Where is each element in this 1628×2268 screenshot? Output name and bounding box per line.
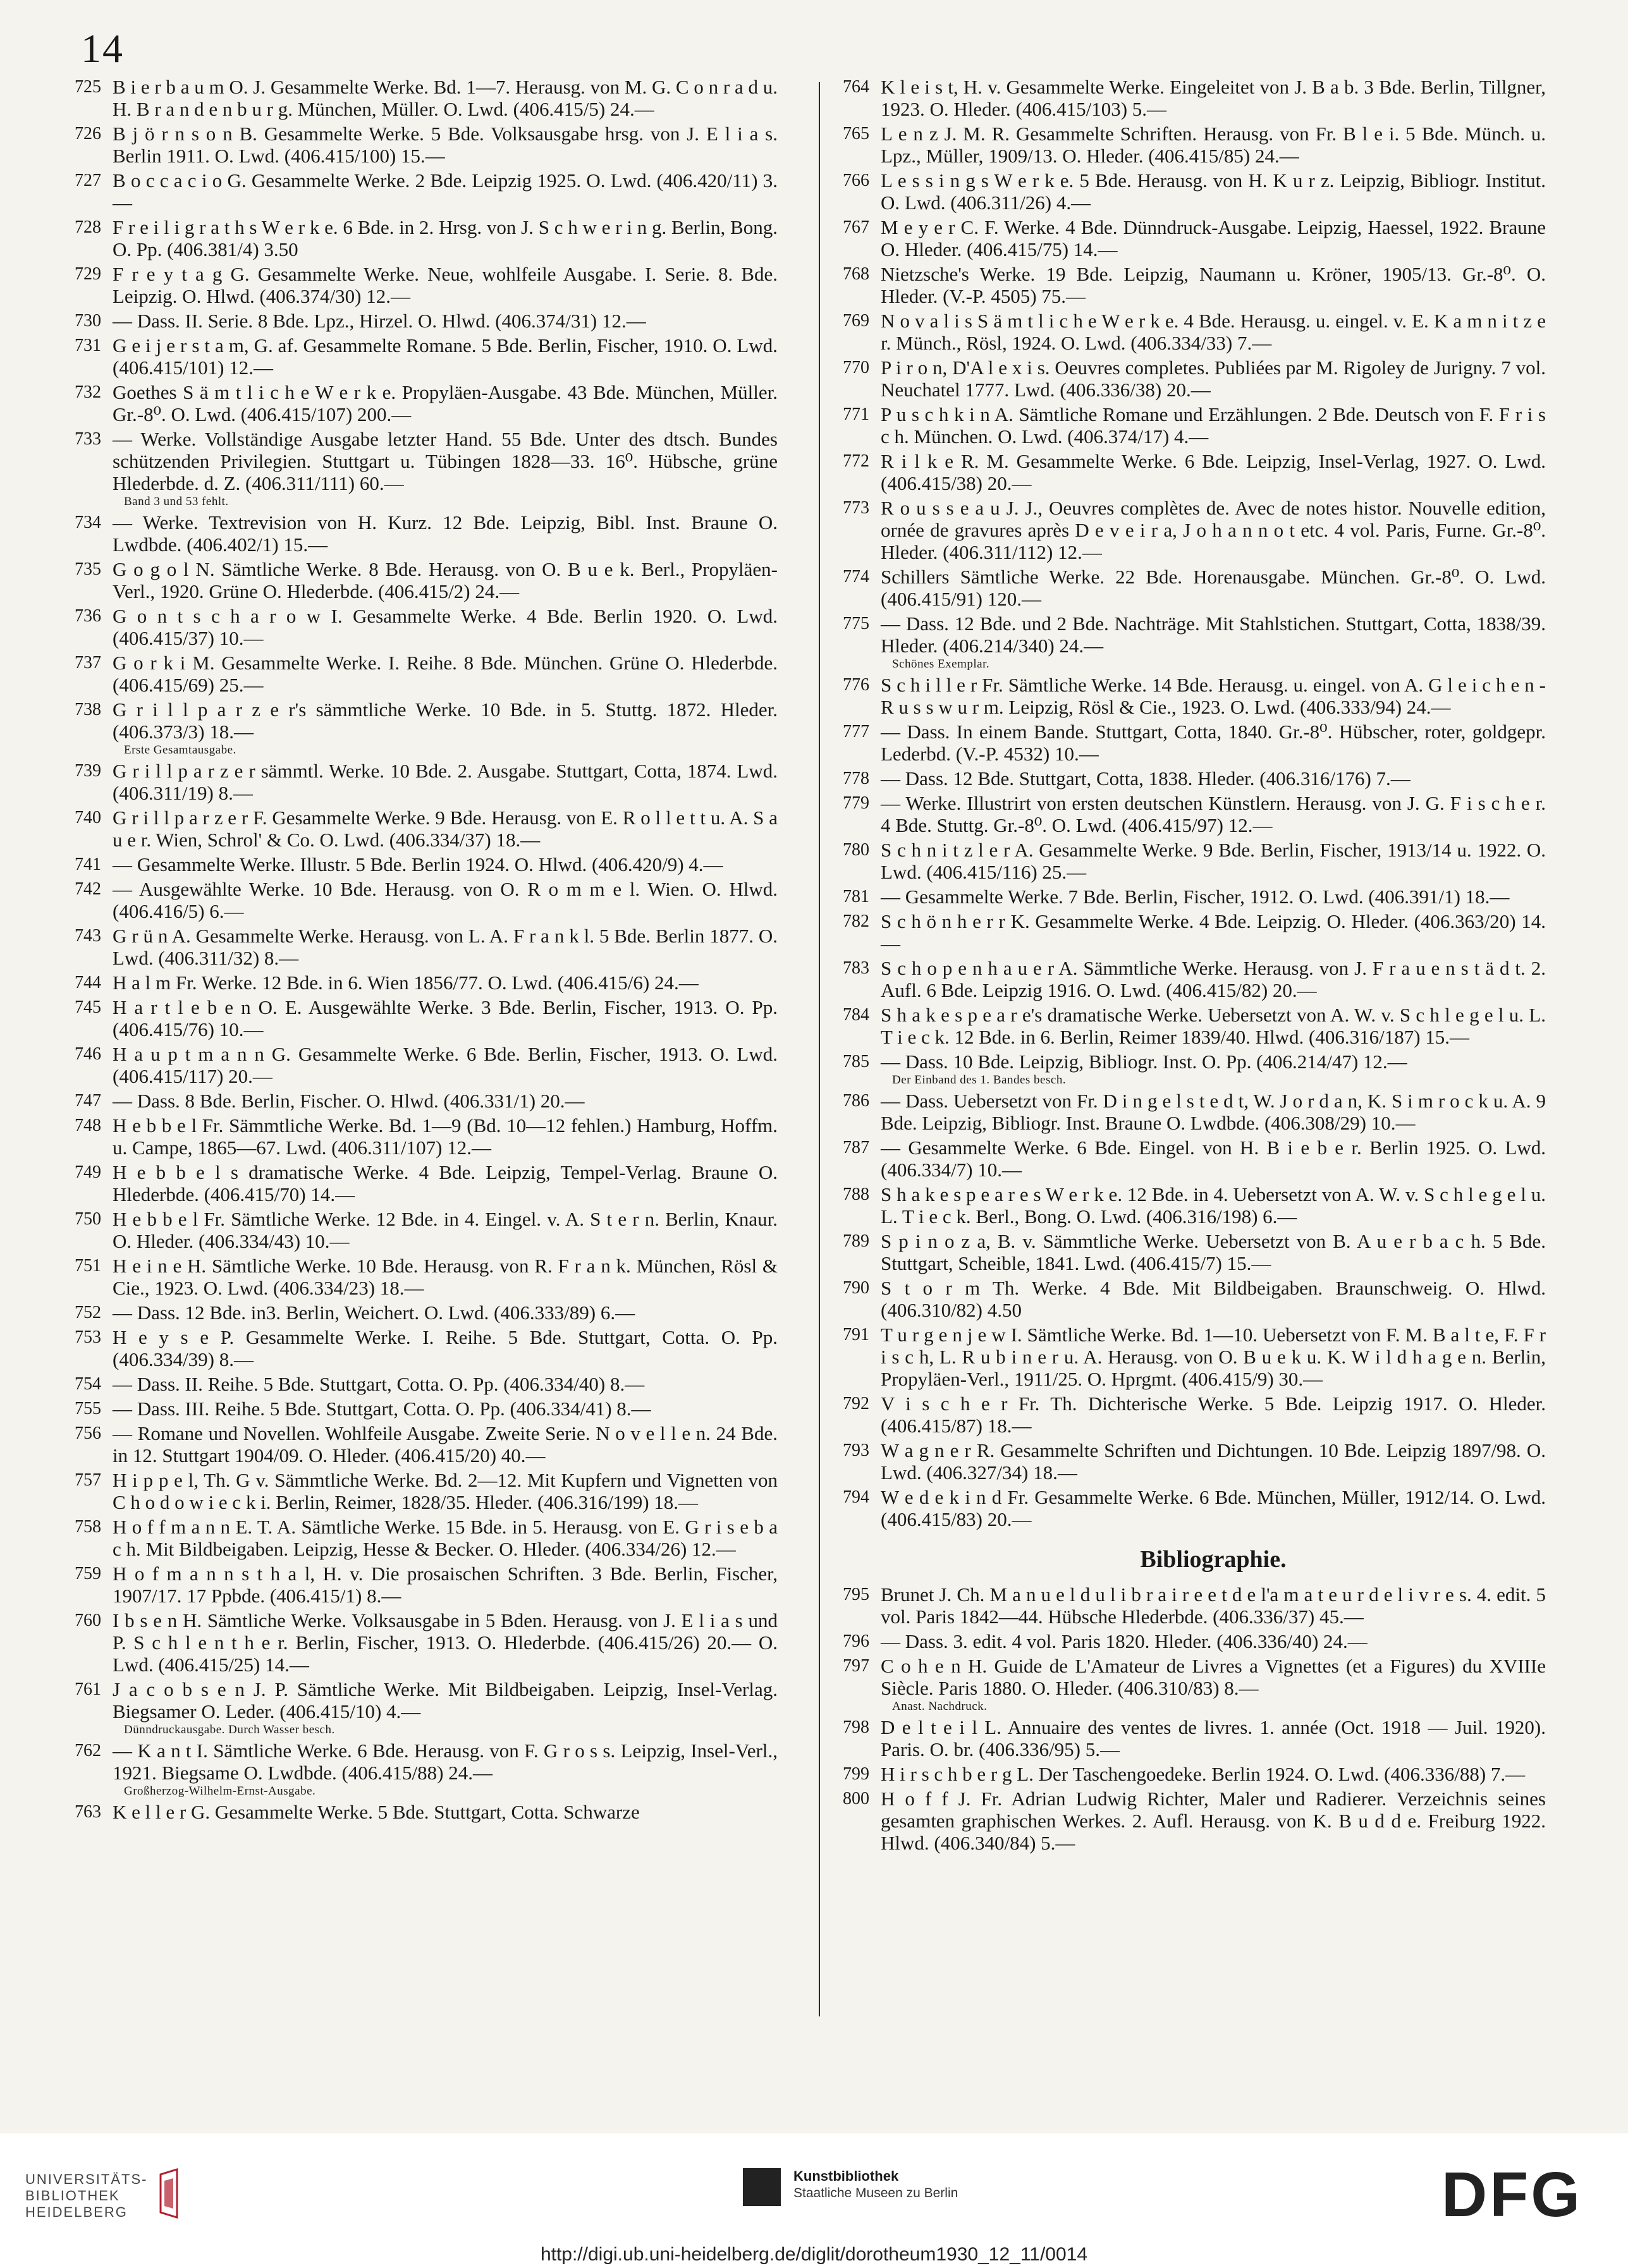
catalog-entry <box>831 450 1546 494</box>
entry-number: 726 <box>75 124 101 143</box>
entry-number: 771 <box>843 405 869 424</box>
entry-text: H i r s c h b e r g L. Der Taschengoedeke. Berlin 1924. O. Lwd. (406.336/88) 7.— <box>881 1763 1526 1785</box>
entry-text: S t o r m Th. Werke. 4 Bde. Mit Bildbeigaben. Braunschweig. O. Hlwd. (406.310/82) 4.50 <box>881 1277 1546 1321</box>
catalog-entry <box>63 878 778 922</box>
entry-text: W e d e k i n d Fr. Gesammelte Werke. 6 Bde. München, Müller, 1912/14. O. Lwd. (406.415/83) 20.— <box>881 1486 1546 1530</box>
entry-text: S h a k e s p e a r e's dramatische Werke. Uebersetzt von A. W. v. S c h l e g e l u. L. T i e c k. 12 Bde. in 6. Berlin, Reimer 1839/40. Hlwd. (406.316/187) 15.— <box>881 1004 1546 1048</box>
entry-text: B j ö r n s o n B. Gesammelte Werke. 5 Bde. Volksausgabe hrsg. von J. E l i a s. Berlin 1911. O. Lwd. (406.415/100) 15.— <box>113 123 778 167</box>
catalog-entry <box>831 497 1546 563</box>
entry-number: 779 <box>843 793 869 813</box>
entry-text: G o g o l N. Sämtliche Werke. 8 Bde. Herausg. von O. B u e k. Berl., Propyläen-Verl., 1920. Grüne O. Hlederbde. (406.415/2) 24.— <box>113 558 778 602</box>
entry-note: Schönes Exemplar. <box>892 657 990 671</box>
page-number: 14 <box>81 26 124 71</box>
catalog-entry <box>831 1788 1546 1854</box>
entry-number: 761 <box>75 1680 101 1699</box>
entry-text: — Dass. 3. edit. 4 vol. Paris 1820. Hleder. (406.336/40) 24.— <box>881 1630 1368 1652</box>
entry-number: 753 <box>75 1327 101 1347</box>
entry-number: 751 <box>75 1256 101 1276</box>
catalog-entry <box>831 886 1546 908</box>
entry-text: Schillers Sämtliche Werke. 22 Bde. Horenausgabe. München. Gr.-8⁰. O. Lwd. (406.415/91) 120.— <box>881 566 1546 610</box>
entry-number: 785 <box>843 1052 869 1071</box>
catalog-entry <box>831 1716 1546 1760</box>
catalog-entry <box>63 169 778 214</box>
entry-note: Anast. Nachdruck. <box>892 1700 988 1713</box>
entry-number: 797 <box>843 1656 869 1676</box>
catalog-entry <box>63 1398 778 1420</box>
source-url-link[interactable]: http://digi.ub.uni-heidelberg.de/diglit/dorotheum1930_12_11/0014 <box>540 2244 1088 2265</box>
entry-note: Der Einband des 1. Bandes besch. <box>892 1073 1067 1087</box>
entry-number: 798 <box>843 1717 869 1737</box>
catalog-entry <box>831 566 1546 610</box>
entry-text: L e s s i n g s W e r k e. 5 Bde. Herausg. von H. K u r z. Leipzig, Bibliogr. Institut. O. Lwd. (406.311/26) 4.— <box>881 169 1546 214</box>
entry-number: 748 <box>75 1116 101 1135</box>
kunstbibliothek-mark-icon <box>743 2168 781 2206</box>
entry-number: 754 <box>75 1374 101 1394</box>
entry-text: P u s c h k i n A. Sämtliche Romane und Erzählungen. 2 Bde. Deutsch von F. F r i s c h. München. O. Lwd. (406.374/17) 4.— <box>881 403 1546 448</box>
kunstbibliothek-name: Kunstbibliothek <box>793 2168 899 2184</box>
catalog-entry <box>831 1051 1546 1087</box>
left-column <box>63 76 778 1826</box>
entry-number: 775 <box>843 614 869 633</box>
entry-number: 725 <box>75 77 101 97</box>
catalog-entry <box>831 839 1546 883</box>
entry-text: G o r k i M. Gesammelte Werke. I. Reihe. 8 Bde. München. Grüne O. Hlederbde. (406.415/69) 25.— <box>113 652 778 696</box>
entry-note: Großherzog-Wilhelm-Ernst-Ausgabe. <box>124 1784 316 1798</box>
entry-text: Nietzsche's Werke. 19 Bde. Leipzig, Naumann u. Kröner, 1905/13. Gr.-8⁰. O. Hleder. (V.-P. 4505) 75.— <box>881 263 1546 307</box>
entry-number: 790 <box>843 1278 869 1298</box>
entry-text: R i l k e R. M. Gesammelte Werke. 6 Bde. Leipzig, Insel-Verlag, 1927. O. Lwd. (406.415/38) 20.— <box>881 450 1546 494</box>
entry-number: 750 <box>75 1209 101 1229</box>
entry-text: Brunet J. Ch. M a n u e l d u l i b r a i r e e t d e l'a m a t e u r d e l i v r e s. 4. edit. 5 vol. Paris 1842—44. Hübsche Hlederbde. (406.336/37) 45.— <box>881 1583 1546 1628</box>
entry-number: 741 <box>75 855 101 874</box>
entry-number: 737 <box>75 653 101 673</box>
catalog-entry <box>63 698 778 757</box>
entry-number: 734 <box>75 513 101 532</box>
entry-number: 731 <box>75 336 101 355</box>
entry-text: H o f f J. Fr. Adrian Ludwig Richter, Maler und Radierer. Verzeichnis seines gesamten graphischen Werkes. 2. Aufl. Herausg. von K. B u d d e. Freiburg 1922. Hlwd. (406.340/84) 5.— <box>881 1788 1546 1854</box>
entry-number: 770 <box>843 358 869 377</box>
entry-number: 746 <box>75 1044 101 1064</box>
catalog-entry <box>63 1740 778 1798</box>
catalog-entry <box>831 1763 1546 1785</box>
catalog-entry <box>831 1230 1546 1274</box>
catalog-entry <box>63 1090 778 1112</box>
catalog-entry <box>831 123 1546 167</box>
entry-number: 766 <box>843 171 869 190</box>
entry-number: 752 <box>75 1303 101 1322</box>
entry-text: — Dass. III. Reihe. 5 Bde. Stuttgart, Cotta. O. Pp. (406.334/41) 8.— <box>113 1398 651 1420</box>
catalog-entry <box>831 310 1546 354</box>
entry-text: P i r o n, D'A l e x i s. Oeuvres completes. Publiées par M. Rigoley de Jurigny. 7 vol. Neuchatel 1777. Lwd. (406.336/38) 20.— <box>881 357 1546 401</box>
catalog-entry <box>63 972 778 994</box>
entry-text: B o c c a c i o G. Gesammelte Werke. 2 Bde. Leipzig 1925. O. Lwd. (406.420/11) 3.— <box>113 169 778 214</box>
catalog-entry <box>63 605 778 649</box>
entry-number: 791 <box>843 1325 869 1344</box>
entry-number: 762 <box>75 1741 101 1760</box>
catalog-entry <box>63 558 778 602</box>
entry-text: — Romane und Novellen. Wohlfeile Ausgabe. Zweite Serie. N o v e l l e n. 24 Bde. in 12. Stuttgart 1904/09. O. Hleder. (406.415/20) 40.— <box>113 1422 778 1466</box>
entry-number: 794 <box>843 1487 869 1507</box>
dfg-logo: DFG <box>1441 2159 1583 2230</box>
entry-text: S c h o p e n h a u e r A. Sämmtliche Werke. Herausg. von J. F r a u e n s t ä d t. 2. Aufl. 6 Bde. Leipzig 1916. O. Lwd. (406.415/82) 20.— <box>881 957 1546 1001</box>
catalog-entry <box>831 910 1546 954</box>
entry-number: 733 <box>75 429 101 449</box>
entry-number: 789 <box>843 1231 869 1251</box>
entry-number: 773 <box>843 498 869 518</box>
entry-text: B i e r b a u m O. J. Gesammelte Werke. Bd. 1—7. Herausg. von M. G. C o n r a d u. H. B r a n d e n b u r g. München, Müller. O. Lwd. (406.415/5) 24.— <box>113 76 778 120</box>
bibliography-entries <box>831 1583 1546 1854</box>
entry-text: S p i n o z a, B. v. Sämmtliche Werke. Uebersetzt von B. A u e r b a c h. 5 Bde. Stuttgart, Scheible, 1841. Lwd. (406.415/7) 15.— <box>881 1230 1546 1274</box>
catalog-entry <box>63 1255 778 1299</box>
catalog-entry <box>63 511 778 556</box>
entry-text: — Gesammelte Werke. 7 Bde. Berlin, Fischer, 1912. O. Lwd. (406.391/1) 18.— <box>881 886 1510 908</box>
catalog-entry <box>63 1422 778 1466</box>
catalog-entry <box>63 1043 778 1087</box>
entry-number: 787 <box>843 1138 869 1157</box>
entry-number: 776 <box>843 675 869 695</box>
entry-text: I b s e n H. Sämtliche Werke. Volksausgabe in 5 Bden. Herausg. von J. E l i a s und P. S c h l e n t h e r. Berlin, Fischer, 1913. O. Hlederbde. (406.415/26) 20.— O. Lwd. (406.415/25) 14.— <box>113 1609 778 1676</box>
entry-number: 788 <box>843 1185 869 1204</box>
catalog-entry <box>831 1630 1546 1652</box>
entry-text: S c h i l l e r Fr. Sämtliche Werke. 14 Bde. Herausg. u. eingel. von A. G l e i c h e n - R u s s w u r m. Leipzig, Rösl & Cie., 1923. O. Lwd. (406.333/94) 24.— <box>881 674 1546 718</box>
catalog-entry <box>831 792 1546 836</box>
catalog-entry <box>63 1208 778 1252</box>
catalog-entry <box>831 1324 1546 1390</box>
entry-text: S c h ö n h e r r K. Gesammelte Werke. 4 Bde. Leipzig. O. Hleder. (406.363/20) 14.— <box>881 910 1546 954</box>
entry-text: G r i l l p a r z e r sämmtl. Werke. 10 Bde. 2. Ausgabe. Stuttgart, Cotta, 1874. Lwd. (406.311/19) 8.— <box>113 760 778 804</box>
catalog-entry <box>63 1302 778 1324</box>
entry-number: 747 <box>75 1091 101 1111</box>
catalog-entry <box>63 1326 778 1370</box>
entry-text: H i p p e l, Th. G v. Sämmtliche Werke. Bd. 2—12. Mit Kupfern und Vignetten von C h o d o w i e c k i. Berlin, Reimer, 1828/35. Hleder. (406.316/199) 18.— <box>113 1469 778 1513</box>
catalog-entry <box>831 1137 1546 1181</box>
entry-number: 796 <box>843 1631 869 1651</box>
entry-number: 756 <box>75 1424 101 1443</box>
catalog-entry <box>831 1183 1546 1228</box>
catalog-entry <box>63 1609 778 1676</box>
entry-number: 740 <box>75 808 101 827</box>
entry-number: 759 <box>75 1564 101 1583</box>
entry-number: 732 <box>75 382 101 402</box>
entry-number: 767 <box>843 217 869 237</box>
entry-number: 786 <box>843 1091 869 1111</box>
entry-number: 784 <box>843 1005 869 1025</box>
entry-number: 764 <box>843 77 869 97</box>
entry-number: 739 <box>75 761 101 781</box>
entry-text: W a g n e r R. Gesammelte Schriften und Dichtungen. 10 Bde. Leipzig 1897/98. O. Lwd. (406.327/34) 18.— <box>881 1439 1546 1484</box>
entry-text: F r e y t a g G. Gesammelte Werke. Neue, wohlfeile Ausgabe. I. Serie. 8. Bde. Leipzig. O. Hlwd. (406.374/30) 12.— <box>113 263 778 307</box>
entry-number: 765 <box>843 124 869 143</box>
catalog-entry <box>63 123 778 167</box>
entry-text: — Werke. Illustrirt von ersten deutschen Künstlern. Herausg. von J. G. F i s c h e r. 4 Bde. Stuttg. Gr.-8⁰. O. Lwd. (406.415/97) 12.— <box>881 792 1546 836</box>
catalog-entry <box>831 1393 1546 1437</box>
entry-text: — Gesammelte Werke. 6 Bde. Eingel. von H. B i e b e r. Berlin 1925. O. Lwd. (406.334/7) 10.— <box>881 1137 1546 1181</box>
entry-number: 781 <box>843 887 869 906</box>
entry-text: H a u p t m a n n G. Gesammelte Werke. 6 Bde. Berlin, Fischer, 1913. O. Lwd. (406.415/117) 20.— <box>113 1043 778 1087</box>
catalog-entry <box>831 1486 1546 1530</box>
entry-text: G e i j e r s t a m, G. af. Gesammelte Romane. 5 Bde. Berlin, Fischer, 1910. O. Lwd. (406.415/101) 12.— <box>113 334 778 379</box>
catalog-entry <box>63 760 778 804</box>
entry-number: 800 <box>843 1789 869 1808</box>
entry-text: H o f f m a n n E. T. A. Sämtliche Werke. 15 Bde. in 5. Herausg. von E. G r i s e b a c h. Mit Bildbeigaben. Leipzig, Hesse & Becker. O. Hleder. (406.334/26) 12.— <box>113 1516 778 1560</box>
catalog-entry <box>831 1583 1546 1628</box>
entry-number: 778 <box>843 769 869 788</box>
entry-text: K l e i s t, H. v. Gesammelte Werke. Eingeleitet von J. B a b. 3 Bde. Berlin, Tillgner, 1923. O. Hleder. (406.415/103) 5.— <box>881 76 1546 120</box>
entry-text: H a r t l e b e n O. E. Ausgewählte Werke. 3 Bde. Berlin, Fischer, 1913. O. Pp. (406.415/76) 10.— <box>113 996 778 1040</box>
entry-text: F r e i l i g r a t h s W e r k e. 6 Bde. in 2. Hrsg. von J. S c h w e r i n g. Berlin, Bong. O. Pp. (406.381/4) 3.50 <box>113 216 778 260</box>
bibliography-heading: Bibliographie. <box>1140 1546 1287 1573</box>
entry-number: 744 <box>75 973 101 992</box>
catalog-entry <box>831 76 1546 120</box>
entry-text: J a c o b s e n J. P. Sämtliche Werke. Mit Bildbeigaben. Leipzig, Insel-Verlag. Biegsamer O. Leder. (406.415/10) 4.— <box>113 1678 778 1722</box>
catalog-entry <box>63 1563 778 1607</box>
entry-text: — K a n t I. Sämtliche Werke. 6 Bde. Herausg. von F. G r o s s. Leipzig, Insel-Verl., 1921. Biegsame O. Lwdbde. (406.415/88) 24.— <box>113 1740 778 1784</box>
catalog-entry <box>831 1090 1546 1134</box>
entry-text: — Gesammelte Werke. Illustr. 5 Bde. Berlin 1924. O. Hlwd. (406.420/9) 4.— <box>113 853 723 875</box>
catalog-entry <box>63 807 778 851</box>
catalog-entry <box>831 357 1546 401</box>
entry-text: — Dass. Uebersetzt von Fr. D i n g e l s t e d t, W. J o r d a n, K. S i m r o c k u. A. 9 Bde. Leipzig, Bibliogr. Inst. Braune O. Lwdbde. (406.308/29) 10.— <box>881 1090 1546 1134</box>
entry-number: 763 <box>75 1802 101 1822</box>
entry-number: 757 <box>75 1470 101 1490</box>
entry-text: D e l t e i l L. Annuaire des ventes de livres. 1. année (Oct. 1918 — Juil. 1920). Paris. O. br. (406.336/95) 5.— <box>881 1716 1546 1760</box>
catalog-entry <box>63 334 778 379</box>
catalog-entry <box>831 957 1546 1001</box>
entry-number: 729 <box>75 264 101 284</box>
entry-text: H o f m a n n s t h a l, H. v. Die prosaischen Schriften. 3 Bde. Berlin, Fischer, 1907/17. 17 Ppbde. (406.415/1) 8.— <box>113 1563 778 1607</box>
catalog-entry <box>63 1516 778 1560</box>
entry-text: S c h n i t z l e r A. Gesammelte Werke. 9 Bde. Berlin, Fischer, 1913/14 u. 1922. O. Lwd. (406.415/116) 25.— <box>881 839 1546 883</box>
entry-text: — Dass. 10 Bde. Leipzig, Bibliogr. Inst. O. Pp. (406.214/47) 12.— <box>881 1051 1407 1073</box>
right-entries <box>831 76 1546 1530</box>
entry-number: 792 <box>843 1394 869 1413</box>
entry-number: 772 <box>843 451 869 471</box>
entry-text: — Dass. 12 Bde. in3. Berlin, Weichert. O. Lwd. (406.333/89) 6.— <box>113 1302 635 1324</box>
entry-text: N o v a l i s S ä m t l i c h e W e r k e. 4 Bde. Herausg. u. eingel. v. E. K a m n i t z e r. Münch., Rösl, 1924. O. Lwd. (406.334/33) 7.— <box>881 310 1546 354</box>
catalog-entry <box>63 263 778 307</box>
entry-text: H e i n e H. Sämtliche Werke. 10 Bde. Herausg. von R. F r a n k. München, Rösl & Cie., 1923. O. Lwd. (406.334/23) 18.— <box>113 1255 778 1299</box>
entry-number: 745 <box>75 997 101 1017</box>
catalog-entry <box>831 216 1546 260</box>
entry-text: C o h e n H. Guide de L'Amateur de Livres a Vignettes (et a Figures) du XVIIIe Siècle. Paris 1880. O. Hleder. (406.310/83) 8.— <box>881 1655 1546 1699</box>
entry-number: 738 <box>75 700 101 719</box>
entry-note: Erste Gesamtausgabe. <box>124 743 236 757</box>
university-logo: UNIVERSITÄTS- BIBLIOTHEK HEIDELBERG <box>25 2171 148 2220</box>
entry-text: — Dass. 12 Bde. und 2 Bde. Nachträge. Mit Stahlstichen. Stuttgart, Cotta, 1838/39. Hleder. (406.214/340) 24.— <box>881 613 1546 657</box>
entry-number: 735 <box>75 559 101 579</box>
entry-number: 742 <box>75 879 101 899</box>
catalog-entry <box>831 674 1546 718</box>
catalog-entry <box>63 925 778 969</box>
entry-text: — Dass. II. Reihe. 5 Bde. Stuttgart, Cotta. O. Pp. (406.334/40) 8.— <box>113 1373 645 1395</box>
catalog-entry <box>63 76 778 120</box>
entry-text: K e l l e r G. Gesammelte Werke. 5 Bde. Stuttgart, Cotta. Schwarze <box>113 1801 640 1823</box>
entry-number: 755 <box>75 1399 101 1418</box>
catalog-entry <box>63 1373 778 1395</box>
entry-number: 730 <box>75 311 101 331</box>
entry-number: 783 <box>843 958 869 978</box>
entry-number: 799 <box>843 1764 869 1784</box>
entry-text: L e n z J. M. R. Gesammelte Schriften. Herausg. von Fr. B l e i. 5 Bde. Münch. u. Lpz., Müller, 1909/13. O. Hleder. (406.415/85) 24.— <box>881 123 1546 167</box>
entry-text: S h a k e s p e a r e s W e r k e. 12 Bde. in 4. Uebersetzt von A. W. v. S c h l e g e l u. L. T i e c k. Berl., Bong. O. Lwd. (406.316/198) 6.— <box>881 1183 1546 1228</box>
entry-text: G o n t s c h a r o w I. Gesammelte Werke. 4 Bde. Berlin 1920. O. Lwd. (406.415/37) 10.— <box>113 605 778 649</box>
column-divider <box>819 82 820 2016</box>
catalog-entry <box>63 1678 778 1737</box>
entry-text: H e b b e l s dramatische Werke. 4 Bde. Leipzig, Tempel-Verlag. Braune O. Hlederbde. (406.415/70) 14.— <box>113 1161 778 1205</box>
catalog-entry <box>63 652 778 696</box>
entry-text: G r ü n A. Gesammelte Werke. Herausg. von L. A. F r a n k l. 5 Bde. Berlin 1877. O. Lwd. (406.311/32) 8.— <box>113 925 778 969</box>
entry-text: V i s c h e r Fr. Th. Dichterische Werke. 5 Bde. Leipzig 1917. O. Hleder. (406.415/87) 18.— <box>881 1393 1546 1437</box>
catalog-entry <box>63 428 778 509</box>
entry-number: 777 <box>843 722 869 741</box>
entry-number: 758 <box>75 1517 101 1537</box>
entry-text: — Dass. 12 Bde. Stuttgart, Cotta, 1838. Hleder. (406.316/176) 7.— <box>881 767 1411 790</box>
entry-number: 795 <box>843 1585 869 1604</box>
entry-text: H a l m Fr. Werke. 12 Bde. in 6. Wien 1856/77. O. Lwd. (406.415/6) 24.— <box>113 972 699 994</box>
catalog-entry <box>831 1655 1546 1714</box>
catalog-entry <box>63 216 778 260</box>
entry-text: — Werke. Vollständige Ausgabe letzter Hand. 55 Bde. Unter des dtsch. Bundes schützenden Privilegien. Stuttgart u. Tübingen 1828—33. 16⁰. Hübsche, grüne Hlederbde. d. Z. (406.311/111) 60.— <box>113 428 778 494</box>
catalog-entry <box>63 310 778 332</box>
catalog-entry <box>63 1114 778 1159</box>
catalog-entry <box>831 263 1546 307</box>
entry-text: H e y s e P. Gesammelte Werke. I. Reihe. 5 Bde. Stuttgart, Cotta. O. Pp. (406.334/39) 8.— <box>113 1326 778 1370</box>
entry-number: 728 <box>75 217 101 237</box>
entry-text: R o u s s e a u J. J., Oeuvres complètes de. Avec de notes histor. Nouvelle edition, ornée de gravures après D e v e i r a, J o h a n n o t etc. 4 vol. Paris, Furne. Gr.-8⁰. Hleder. (406.311/112) 12.— <box>881 497 1546 563</box>
catalog-entry <box>831 1439 1546 1484</box>
entry-text: H e b b e l Fr. Sämtliche Werke. 12 Bde. in 4. Eingel. v. A. S t e r n. Berlin, Knaur. O. Hleder. (406.334/43) 10.— <box>113 1208 778 1252</box>
entry-note: Dünndruckausgabe. Durch Wasser besch. <box>124 1723 335 1736</box>
entry-number: 782 <box>843 911 869 931</box>
university-logo-icon <box>158 2168 181 2219</box>
catalog-entry <box>831 721 1546 765</box>
entry-text: T u r g e n j e w I. Sämtliche Werke. Bd. 1—10. Uebersetzt von F. M. B a l t e, F. F r i s c h, L. R u b i n e r u. A. Herausg. von O. B u e k u. K. W i l d h a g e n. Berlin, Propyläen-Verl., 1911/25. O. Hprgmt. (406.415/9) 30.— <box>881 1324 1546 1390</box>
entry-text: H e b b e l Fr. Sämmtliche Werke. Bd. 1—9 (Bd. 10—12 fehlen.) Hamburg, Hoffm. u. Campe, 1865—67. Lwd. (406.311/107) 12.— <box>113 1114 778 1159</box>
catalog-entry <box>831 767 1546 790</box>
entry-text: — Ausgewählte Werke. 10 Bde. Herausg. von O. R o m m e l. Wien. O. Hlwd. (406.416/5) 6.— <box>113 878 778 922</box>
entry-number: 769 <box>843 311 869 331</box>
entry-text: G r i l l p a r z e r F. Gesammelte Werke. 9 Bde. Herausg. von E. R o l l e t t u. A. S a u e r. Wien, Schrol' & Co. O. Lwd. (406.334/37) 18.— <box>113 807 778 851</box>
entry-text: — Dass. 8 Bde. Berlin, Fischer. O. Hlwd. (406.331/1) 20.— <box>113 1090 585 1112</box>
entry-number: 749 <box>75 1162 101 1182</box>
entry-text: Goethes S ä m t l i c h e W e r k e. Propyläen-Ausgabe. 43 Bde. München, Müller. Gr.-8⁰. O. Lwd. (406.415/107) 200.— <box>113 381 778 425</box>
entry-note: Band 3 und 53 fehlt. <box>124 495 229 508</box>
entry-number: 768 <box>843 264 869 284</box>
right-column <box>831 76 1546 1856</box>
entry-text: — Werke. Textrevision von H. Kurz. 12 Bde. Leipzig, Bibl. Inst. Braune O. Lwdbde. (406.402/1) 15.— <box>113 511 778 556</box>
kunstbibliothek-subtitle: Staatliche Museen zu Berlin <box>793 2186 958 2200</box>
catalog-entry <box>831 1004 1546 1048</box>
catalog-entry <box>63 1801 778 1823</box>
entry-number: 774 <box>843 567 869 587</box>
entry-text: — Dass. II. Serie. 8 Bde. Lpz., Hirzel. O. Hlwd. (406.374/31) 12.— <box>113 310 646 332</box>
entry-number: 736 <box>75 606 101 626</box>
catalog-entry <box>63 1469 778 1513</box>
catalog-entry <box>63 996 778 1040</box>
entry-number: 760 <box>75 1611 101 1630</box>
entry-number: 743 <box>75 926 101 946</box>
entry-text: M e y e r C. F. Werke. 4 Bde. Dünndruck-Ausgabe. Leipzig, Haessel, 1922. Braune O. Hleder. (406.415/75) 14.— <box>881 216 1546 260</box>
catalog-entry <box>63 853 778 875</box>
entry-text: G r i l l p a r z e r's sämmtliche Werke. 10 Bde. in 5. Stuttg. 1872. Hleder. (406.373/3) 18.— <box>113 698 778 743</box>
catalog-entry <box>63 381 778 425</box>
catalog-entry <box>831 403 1546 448</box>
catalog-entry <box>831 169 1546 214</box>
entry-text: — Dass. In einem Bande. Stuttgart, Cotta, 1840. Gr.-8⁰. Hübscher, roter, goldgepr. Lederbd. (V.-P. 4532) 10.— <box>881 721 1546 765</box>
entry-number: 780 <box>843 840 869 860</box>
catalog-entry <box>831 613 1546 671</box>
entry-number: 793 <box>843 1441 869 1460</box>
catalog-entry <box>63 1161 778 1205</box>
catalog-entry <box>831 1277 1546 1321</box>
entry-number: 727 <box>75 171 101 190</box>
